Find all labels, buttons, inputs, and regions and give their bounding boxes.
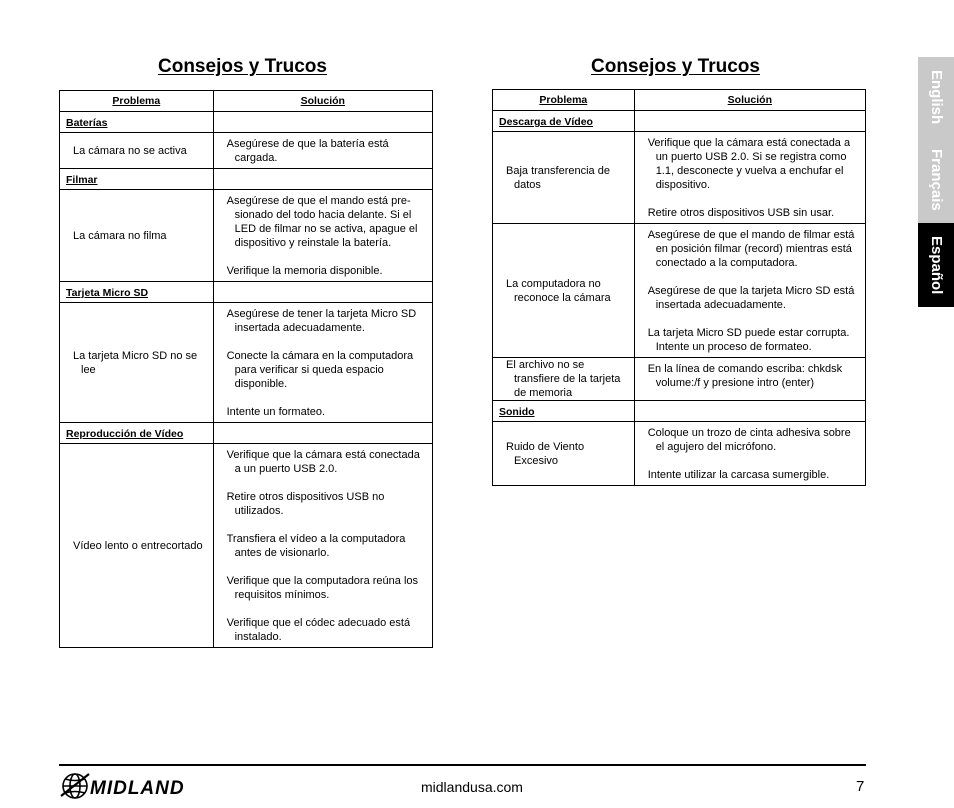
solution-cell [634,224,865,358]
table-row [493,224,866,358]
table-row [60,190,433,282]
section-blank-cell [634,111,865,132]
section-blank-cell [213,423,432,444]
solution-text: En la línea de comando escriba: chkdsk volume:/f y presione intro (enter) [647,363,843,389]
solution-text: Verifique que la cámara está conectada a un puerto USB 2.0. [226,449,420,475]
section-row [493,111,866,132]
problem-cell [60,303,214,423]
section-heading: Filmar [60,169,214,190]
solution-cell [213,190,432,282]
right-solution-header: Solución [634,90,865,111]
left-title: Consejos y Trucos [158,56,327,77]
footer-rule [59,764,866,766]
problem-cell [60,444,214,648]
table-row [60,133,433,169]
solution-cell [634,358,865,401]
table-row [493,358,866,401]
section-row [60,112,433,133]
svg-text:MIDLAND: MIDLAND [90,778,185,799]
tab-english[interactable]: English [918,57,954,137]
problem-text: El archivo no se transfiere de la tarjeta de memoria [506,359,621,399]
problem-cell [493,224,635,358]
problem-cell [60,190,214,282]
solution-text: Retire otros dispositivos USB sin usar. [647,207,835,219]
problem-cell [493,358,635,401]
left-problem-header: Problema [60,91,214,112]
right-title: Consejos y Trucos [591,56,760,77]
problem-text: La tarjeta Micro SD no se lee [73,349,198,376]
section-blank-cell [213,112,432,133]
problem-text: Baja transferencia de datos [506,164,610,191]
table-row [493,132,866,224]
section-row [60,169,433,190]
tab-francais[interactable]: Français [918,137,954,223]
section-row [60,423,433,444]
section-heading: Sonido [493,401,635,422]
solution-text: Asegúrese de que la tarjeta Micro SD está insertada adecuadamente. [647,285,855,311]
section-blank-cell [634,401,865,422]
section-heading: Baterías [60,112,214,133]
left-tips-table [59,90,433,648]
solution-text: Coloque un trozo de cinta adhesiva sobre el agujero del micrófono. [647,427,851,453]
midland-logo [59,768,227,804]
footer-url[interactable]: midlandusa.com [421,779,523,795]
problem-text: La cámara no se activa [73,144,187,157]
section-heading: Descarga de Vídeo [493,111,635,132]
solution-text: Asegúrese de que el mando está pre-sionado del todo hacia delante. Si el LED de filmar no se activa, apague el dispositivo y reinstale la batería. [226,195,418,249]
page-number: 7 [856,778,865,795]
section-row [60,282,433,303]
solution-text: Asegúrese de que la batería está cargada. [226,138,389,164]
solution-text: Retire otros dispositivos USB no utilizados. [226,491,385,517]
section-heading: Reproducción de Vídeo [60,423,214,444]
section-blank-cell [213,282,432,303]
left-solution-header: Solución [213,91,432,112]
problem-cell [493,132,635,224]
problem-cell [60,133,214,169]
problem-text: Vídeo lento o entrecortado [73,539,203,552]
table-row [60,303,433,423]
section-blank-cell [213,169,432,190]
solution-cell [213,303,432,423]
table-row [60,444,433,648]
solution-text: Transfiera el vídeo a la computadora antes de visionarlo. [226,533,406,559]
problem-text: La computadora no reconoce la cámara [506,277,611,304]
solution-cell [213,444,432,648]
solution-cell [634,132,865,224]
solution-text: Verifique que la computadora reúna los requisitos mínimos. [226,575,419,601]
right-problem-header: Problema [493,90,635,111]
section-heading: Tarjeta Micro SD [60,282,214,303]
solution-text: Asegúrese de tener la tarjeta Micro SD insertada adecuadamente. [226,308,417,334]
tab-espanol[interactable]: Español [918,223,954,307]
solution-text: Verifique que el códec adecuado está instalado. [226,617,411,643]
problem-cell [493,422,635,486]
solution-text: Asegúrese de que el mando de filmar está en posición filmar (record) mientras está conectado a la computadora. [647,229,855,269]
solution-cell [634,422,865,486]
section-row [493,401,866,422]
solution-text: Intente utilizar la carcasa sumergible. [647,469,830,481]
solution-text: Verifique que la cámara está conectada a un puerto USB 2.0. Si se registra como 1.1, desconecte y vuelva a enchufar el dispositivo. [647,137,851,191]
solution-text: Intente un formateo. [226,406,326,418]
right-tips-table [492,89,866,486]
table-row [493,422,866,486]
problem-text: Ruido de Viento Excesivo [506,440,585,467]
language-tabs [918,57,954,307]
solution-text: Verifique la memoria disponible. [226,265,383,277]
problem-text: La cámara no filma [73,229,167,242]
solution-cell [213,133,432,169]
solution-text: Conecte la cámara en la computadora para verificar si queda espacio disponible. [226,350,414,390]
solution-text: La tarjeta Micro SD puede estar corrupta. Intente un proceso de formateo. [647,327,850,353]
